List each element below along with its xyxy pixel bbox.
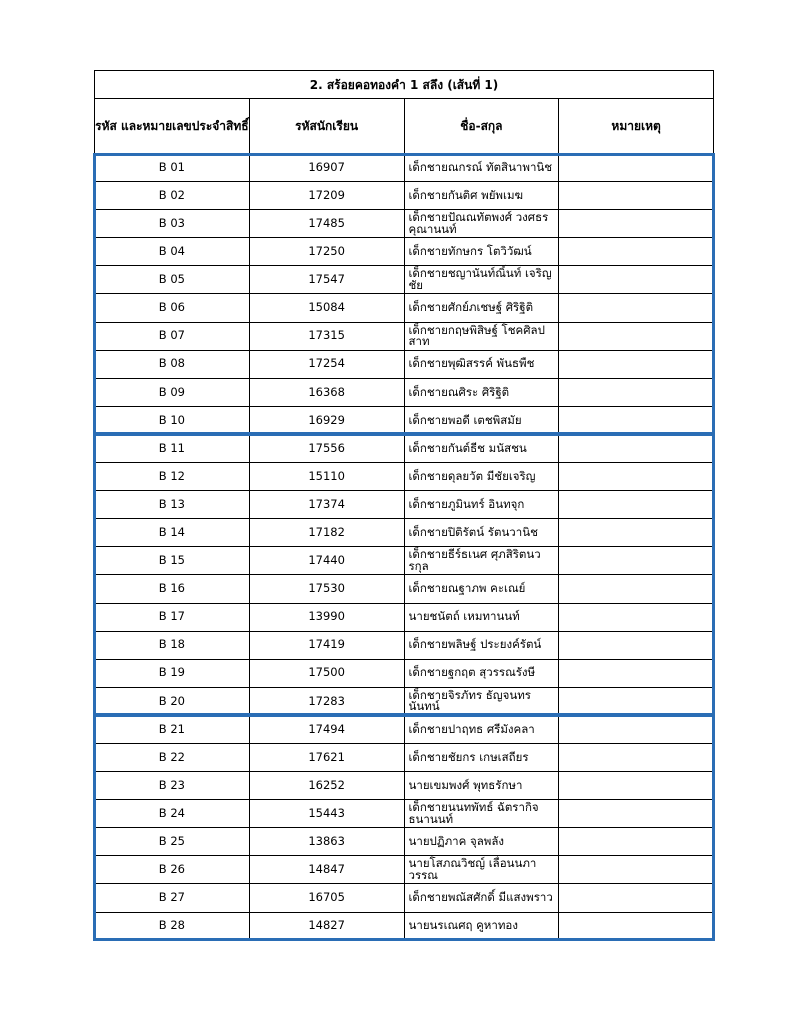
cell-student-id: 16368 xyxy=(249,378,404,406)
cell-student-id: 17283 xyxy=(249,687,404,715)
table-row xyxy=(95,800,714,828)
header-student-id: รหัสนักเรียน xyxy=(249,99,404,154)
cell-name: เด็กชายฐกฤต สุวรรณรังษี xyxy=(404,659,559,687)
cell-student-id: 17374 xyxy=(249,491,404,519)
cell-name: เด็กชายณศิระ ศิริฐิติ xyxy=(404,378,559,406)
table-row xyxy=(95,210,714,238)
cell-name: เด็กชายดุลยวัต มีชัยเจริญ xyxy=(404,463,559,491)
cell-student-id: 17485 xyxy=(249,210,404,238)
table-row xyxy=(95,884,714,912)
cell-code: B 08 xyxy=(95,350,250,378)
cell-code: B 28 xyxy=(95,912,250,940)
cell-note xyxy=(559,575,714,603)
cell-name: เด็กชายชญานันท์ณิ์นท์ เจริญชัย xyxy=(404,266,559,294)
allocation-sheet xyxy=(94,70,714,941)
table-row xyxy=(95,659,714,687)
cell-student-id: 17419 xyxy=(249,631,404,659)
cell-name: เด็กชายพอดี เตชพิสมัย xyxy=(404,406,559,434)
cell-code: B 20 xyxy=(95,687,250,715)
cell-student-id: 17254 xyxy=(249,350,404,378)
cell-student-id: 16252 xyxy=(249,772,404,800)
cell-code: B 13 xyxy=(95,491,250,519)
cell-code: B 27 xyxy=(95,884,250,912)
cell-name: นายปฏิภาค จุลพลัง xyxy=(404,828,559,856)
cell-note xyxy=(559,378,714,406)
table-row xyxy=(95,182,714,210)
header-name: ชื่อ-สกุล xyxy=(404,99,559,154)
table-row xyxy=(95,547,714,575)
cell-name: เด็กชายศักย์ภเชษฐ์ ศิริฐิติ xyxy=(404,294,559,322)
table-row xyxy=(95,856,714,884)
table-row xyxy=(95,603,714,631)
table-row xyxy=(95,491,714,519)
table-body xyxy=(95,154,714,941)
cell-code: B 24 xyxy=(95,800,250,828)
table-row xyxy=(95,687,714,715)
cell-code: B 12 xyxy=(95,463,250,491)
cell-name: เด็กชายปัณณทัตพงศ์ วงศธรคุณานนท์ xyxy=(404,210,559,238)
cell-student-id: 15084 xyxy=(249,294,404,322)
cell-name: นายนรเณศฤ คูหาทอง xyxy=(404,912,559,940)
cell-student-id: 15443 xyxy=(249,800,404,828)
cell-code: B 01 xyxy=(95,154,250,182)
table-row xyxy=(95,828,714,856)
table-row xyxy=(95,322,714,350)
cell-name: เด็กชายกันติศ พยัพเมฆ xyxy=(404,182,559,210)
cell-note xyxy=(559,547,714,575)
cell-student-id: 17530 xyxy=(249,575,404,603)
table-row xyxy=(95,912,714,940)
cell-student-id: 15110 xyxy=(249,463,404,491)
cell-code: B 25 xyxy=(95,828,250,856)
cell-student-id: 17621 xyxy=(249,743,404,771)
cell-name: เด็กชายพุฒิสรรค์ พันธพืช xyxy=(404,350,559,378)
cell-note xyxy=(559,463,714,491)
cell-note xyxy=(559,687,714,715)
table-row xyxy=(95,743,714,771)
cell-note xyxy=(559,828,714,856)
cell-code: B 19 xyxy=(95,659,250,687)
table-row xyxy=(95,294,714,322)
cell-student-id: 17556 xyxy=(249,434,404,462)
cell-name: เด็กชายธีร์ธเนศ ศุภสิริตนวรกุล xyxy=(404,547,559,575)
cell-student-id: 17250 xyxy=(249,238,404,266)
cell-name: เด็กชายทักษกร โตวิวัฒน์ xyxy=(404,238,559,266)
cell-name: เด็กชายกันต์ธีช มนัสชน xyxy=(404,434,559,462)
cell-code: B 05 xyxy=(95,266,250,294)
cell-note xyxy=(559,603,714,631)
cell-student-id: 17494 xyxy=(249,715,404,743)
table-row xyxy=(95,154,714,182)
table-title-row xyxy=(95,71,714,99)
cell-name: นายโสภณวิชญ์ เลื่อนนภาวรรณ xyxy=(404,856,559,884)
cell-code: B 07 xyxy=(95,322,250,350)
cell-note xyxy=(559,519,714,547)
cell-code: B 03 xyxy=(95,210,250,238)
allocation-table xyxy=(94,70,714,941)
cell-code: B 09 xyxy=(95,378,250,406)
cell-note xyxy=(559,491,714,519)
table-row xyxy=(95,715,714,743)
cell-note xyxy=(559,266,714,294)
cell-code: B 18 xyxy=(95,631,250,659)
table-row xyxy=(95,238,714,266)
cell-code: B 02 xyxy=(95,182,250,210)
cell-name: เด็กชายนนทพัทธ์ ฉัตรากิจธนานนท์ xyxy=(404,800,559,828)
cell-student-id: 13863 xyxy=(249,828,404,856)
cell-code: B 11 xyxy=(95,434,250,462)
cell-code: B 22 xyxy=(95,743,250,771)
cell-name: เด็กชายพณัสศักดิ์ มีแสงพราว xyxy=(404,884,559,912)
table-row xyxy=(95,406,714,434)
cell-code: B 06 xyxy=(95,294,250,322)
table-row xyxy=(95,350,714,378)
header-note: หมายเหตุ xyxy=(559,99,714,154)
cell-student-id: 17315 xyxy=(249,322,404,350)
table-row xyxy=(95,772,714,800)
cell-note xyxy=(559,743,714,771)
cell-name: เด็กชายกฤษพิสิษฐ์ โชคศิลปสาท xyxy=(404,322,559,350)
cell-name: เด็กชายจิรภัทร ธัญจนทรนันทน์ xyxy=(404,687,559,715)
cell-note xyxy=(559,631,714,659)
column-header-row xyxy=(95,99,714,154)
table-row xyxy=(95,434,714,462)
cell-code: B 21 xyxy=(95,715,250,743)
cell-student-id: 14847 xyxy=(249,856,404,884)
cell-code: B 04 xyxy=(95,238,250,266)
cell-code: B 10 xyxy=(95,406,250,434)
cell-name: เด็กชายณฐาภพ คะเณย์ xyxy=(404,575,559,603)
cell-name: เด็กชายปิติรัตน์ รัตนวานิช xyxy=(404,519,559,547)
cell-student-id: 17182 xyxy=(249,519,404,547)
cell-student-id: 17500 xyxy=(249,659,404,687)
cell-student-id: 17209 xyxy=(249,182,404,210)
cell-name: เด็กชายพลิษฐ์ ประยงค์รัตน์ xyxy=(404,631,559,659)
cell-note xyxy=(559,406,714,434)
cell-note xyxy=(559,856,714,884)
cell-student-id: 16705 xyxy=(249,884,404,912)
cell-student-id: 17440 xyxy=(249,547,404,575)
cell-student-id: 16929 xyxy=(249,406,404,434)
cell-code: B 17 xyxy=(95,603,250,631)
cell-code: B 26 xyxy=(95,856,250,884)
table-row xyxy=(95,266,714,294)
cell-note xyxy=(559,210,714,238)
cell-code: B 23 xyxy=(95,772,250,800)
table-row xyxy=(95,575,714,603)
cell-note xyxy=(559,659,714,687)
cell-name: เด็กชายภูมินทร์ อินทจุก xyxy=(404,491,559,519)
table-row xyxy=(95,378,714,406)
table-title: 2. สร้อยคอทองคำ 1 สลึง (เส้นที่ 1) xyxy=(95,71,714,99)
cell-name: นายเขมพงศ์ พุทธรักษา xyxy=(404,772,559,800)
cell-name: เด็กชายณกรณ์ ทัตสินาพานิช xyxy=(404,154,559,182)
cell-note xyxy=(559,434,714,462)
cell-note xyxy=(559,715,714,743)
table-row xyxy=(95,519,714,547)
cell-note xyxy=(559,912,714,940)
cell-note xyxy=(559,884,714,912)
header-code: รหัส และหมายเลขประจำสิทธิ์ xyxy=(95,99,250,154)
cell-note xyxy=(559,238,714,266)
cell-note xyxy=(559,350,714,378)
cell-note xyxy=(559,294,714,322)
cell-note xyxy=(559,772,714,800)
cell-code: B 15 xyxy=(95,547,250,575)
cell-name: นายชนัตถ์ เหมทานนท์ xyxy=(404,603,559,631)
cell-student-id: 14827 xyxy=(249,912,404,940)
cell-note xyxy=(559,154,714,182)
cell-student-id: 17547 xyxy=(249,266,404,294)
cell-student-id: 13990 xyxy=(249,603,404,631)
cell-code: B 14 xyxy=(95,519,250,547)
table-row xyxy=(95,631,714,659)
cell-name: เด็กชายชัยกร เกษเสถียร xyxy=(404,743,559,771)
cell-code: B 16 xyxy=(95,575,250,603)
cell-note xyxy=(559,322,714,350)
table-row xyxy=(95,463,714,491)
cell-note xyxy=(559,800,714,828)
cell-name: เด็กชายปาฤทธ ศรีมังคลา xyxy=(404,715,559,743)
cell-note xyxy=(559,182,714,210)
cell-student-id: 16907 xyxy=(249,154,404,182)
